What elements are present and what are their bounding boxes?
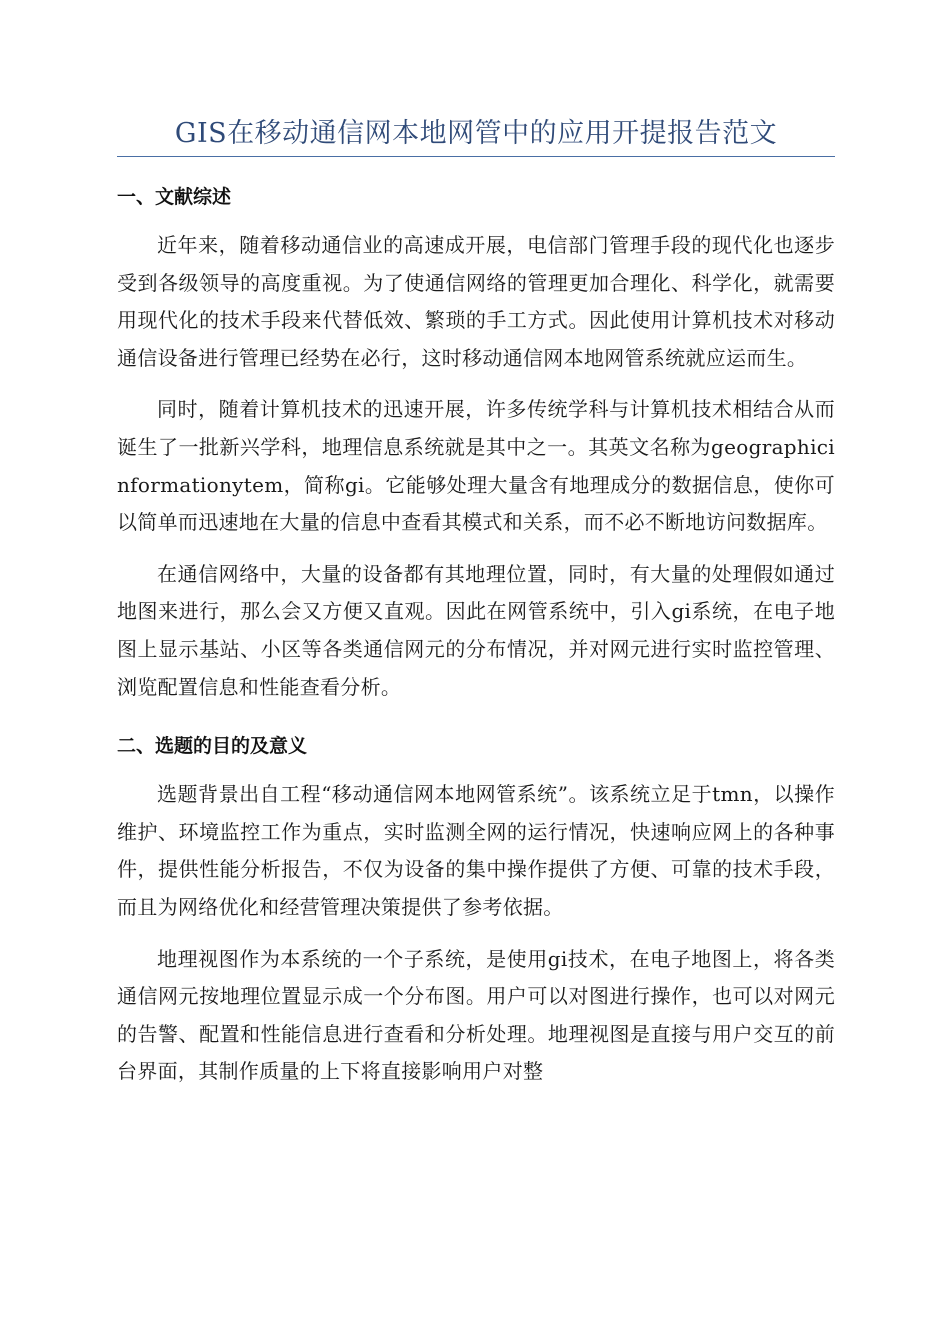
document-title: GIS在移动通信网本地网管中的应用开提报告范文 <box>117 112 835 157</box>
paragraph: 选题背景出自工程“移动通信网本地网管系统”。该系统立足于tmn，以操作维护、环境监控工作为重点，实时监测全网的运行情况，快速响应网上的各种事件，提供性能分析报告，不仅为设备的集中操作提供了方便、可靠的技术手段，而且为网络优化和经营管理决策提供了参考依据。 <box>117 782 835 919</box>
paragraph: 在通信网络中，大量的设备都有其地理位置，同时，有大量的处理假如通过地图来进行，那么会又方便又直观。因此在网管系统中，引入gi系统，在电子地图上显示基站、小区等各类通信网元的分布情况，并对网元进行实时监控管理、浏览配置信息和性能查看分析。 <box>117 561 835 699</box>
section-purpose-significance <box>117 733 835 1091</box>
paragraph: 近年来，随着移动通信业的高速成开展，电信部门管理手段的现代化也逐步受到各级领导的高度重视。为了使通信网络的管理更加合理化、科学化，就需要用现代化的技术手段来代替低效、繁琐的手工方式。因此使用计算机技术对移动通信设备进行管理已经势在必行，这时移动通信网本地网管系统就应运而生。 <box>117 233 835 370</box>
section-heading: 一、文献综述 <box>117 186 232 208</box>
paragraph: 地理视图作为本系统的一个子系统，是使用gi技术，在电子地图上，将各类通信网元按地理位置显示成一个分布图。用户可以对图进行操作，也可以对网元的告警、配置和性能信息进行查看和分析处理。地理视图是直接与用户交互的前台界面，其制作质量的上下将直接影响用户对整 <box>117 946 835 1084</box>
paragraph: 同时，随着计算机技术的迅速开展，许多传统学科与计算机技术相结合从而诞生了一批新兴学科，地理信息系统就是其中之一。其英文名称为geographicinformationytem，简称gi。它能够处理大量含有地理成分的数据信息，使你可以简单而迅速地在大量的信息中查看其模式和关系，而不必不断地访问数据库。 <box>117 397 835 535</box>
section-literature-review <box>117 184 835 706</box>
section-heading: 二、选题的目的及意义 <box>117 735 308 758</box>
document-page <box>117 112 835 1091</box>
